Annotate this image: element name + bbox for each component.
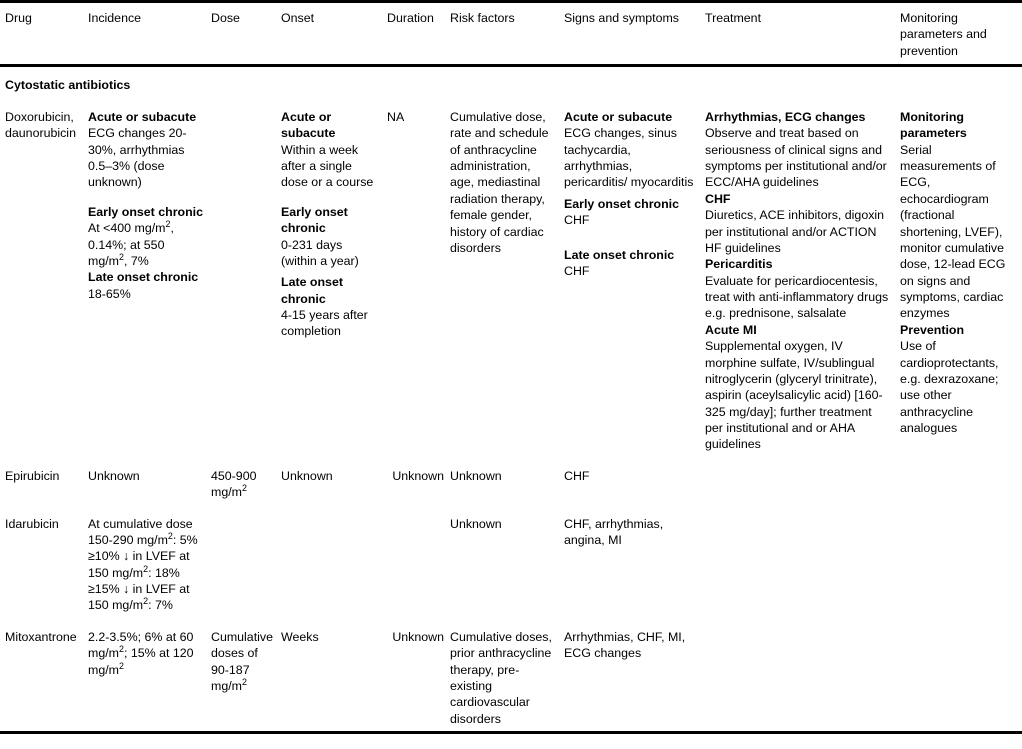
cell-signs-symptoms — [564, 457, 705, 505]
column-header-monitoring-label: Monitoring parameters and prevention — [900, 11, 987, 58]
risk-factors-content: Unknown — [450, 468, 502, 483]
treatment-content — [705, 109, 900, 453]
dose-sup: 2 — [241, 676, 247, 687]
signs-early-body: CHF — [564, 213, 590, 228]
onset-late-title: Late onset chronic — [281, 275, 343, 306]
cell-treatment — [705, 98, 900, 457]
cell-dose — [211, 618, 281, 731]
incidence-sup2: 2 — [118, 660, 124, 671]
cell-duration — [387, 457, 450, 505]
cell-monitoring — [900, 618, 1022, 731]
drug-name: Idarubicin — [5, 516, 59, 531]
risk-factors-content: Cumulative dose, rate and schedule of anthracycline administration, age, mediastinal radiation therapy, female gender, history of cardiac disorders — [450, 109, 549, 255]
onset-content — [281, 109, 387, 340]
onset-content: Weeks — [281, 629, 319, 644]
column-header-onset-label: Onset — [281, 11, 315, 25]
monitoring-params-title: Monitoring parameters — [900, 109, 967, 141]
cell-onset — [281, 505, 387, 618]
treatment-acute-mi-body: Supplemental oxygen, IV morphine sulfate, IV/sublingual nitroglycerin (glyceryl trinitrate), aspirin (aceylsalicylic acid) [160-325 mg/day]; further treatment per institutional and or AHA guidelines — [705, 339, 883, 452]
incidence-acute-title: Acute or subacute — [88, 109, 197, 124]
adverse-effects-table — [0, 3, 1022, 731]
cell-risk-factors — [450, 505, 564, 618]
cell-signs-symptoms — [564, 618, 705, 731]
column-header-risk-factors-label: Risk factors — [450, 11, 515, 25]
onset-acute-title: Acute or subacute — [281, 109, 336, 141]
column-header-dose — [211, 3, 281, 65]
column-header-signs-symptoms — [564, 3, 705, 65]
cell-treatment — [705, 618, 900, 731]
cell-dose — [211, 98, 281, 457]
signs-symptoms-content — [564, 109, 705, 279]
treatment-pericarditis-title: Pericarditis — [705, 257, 773, 272]
monitoring-params-body: Serial measurements of ECG, echocardiogram (fractional shortening, LVEF), monitor cumulative dose, 12-lead ECG on signs and symptoms, cardiac enzymes — [900, 142, 1006, 321]
signs-acute-title: Acute or subacute — [564, 109, 673, 124]
spacer — [88, 191, 203, 204]
treatment-acute-mi-title: Acute MI — [705, 322, 757, 337]
drug-name: Doxorubicin, daunorubicin — [5, 109, 76, 141]
cell-drug — [0, 457, 88, 505]
cell-dose — [211, 457, 281, 505]
duration-content: Unknown — [392, 468, 444, 483]
table-row — [0, 457, 1022, 505]
signs-symptoms-content: Arrhythmias, CHF, MI, ECG changes — [564, 629, 686, 661]
incidence-seg2: : 5% ≥10% ↓ in LVEF at 150 mg/m — [88, 532, 198, 580]
incidence-seg4: : 7% — [148, 598, 173, 613]
incidence-sup2: 2 — [143, 563, 149, 574]
table-row — [0, 505, 1022, 618]
cell-incidence — [88, 98, 211, 457]
cell-drug — [0, 98, 88, 457]
onset-late-body: 4-15 years after completion — [281, 308, 368, 339]
incidence-early-seg2: , 0.14%; at 550 mg/m — [88, 221, 174, 268]
cell-onset — [281, 98, 387, 457]
incidence-early-title: Early onset chronic — [88, 204, 203, 219]
column-header-monitoring — [900, 3, 1022, 65]
cell-treatment — [705, 505, 900, 618]
incidence-seg1: At cumulative dose 150-290 mg/m — [88, 516, 193, 547]
cell-incidence — [88, 618, 211, 731]
duration-content: Unknown — [392, 629, 444, 644]
cell-signs-symptoms — [564, 505, 705, 618]
onset-acute-body: Within a week after a single dose or a course — [281, 142, 374, 190]
column-header-onset — [281, 3, 387, 65]
treatment-pericarditis-body: Evaluate for pericardiocentesis, treat with anti-inflammatory drugs e.g. prednisone, salsalate — [705, 273, 889, 321]
incidence-sup3: 2 — [143, 596, 149, 607]
incidence-content — [88, 109, 211, 302]
column-header-incidence — [88, 3, 211, 65]
column-header-duration — [387, 3, 450, 65]
column-header-incidence-label: Incidence — [88, 11, 142, 25]
column-header-treatment — [705, 3, 900, 65]
incidence-sup1: 2 — [167, 530, 173, 541]
incidence-content — [88, 629, 211, 678]
onset-content: Unknown — [281, 468, 333, 483]
cell-monitoring — [900, 98, 1022, 457]
incidence-late-title: Late onset chronic — [88, 270, 199, 285]
spacer — [564, 229, 697, 242]
treatment-arrhythmias-title: Arrhythmias, ECG changes — [705, 109, 866, 124]
treatment-chf-body: Diuretics, ACE inhibitors, digoxin per institutional and/or ACTION HF guidelines — [705, 208, 885, 255]
column-header-drug-label: Drug — [5, 11, 32, 25]
incidence-seg2: ; 15% at 120 mg/m — [88, 646, 194, 677]
cell-dose — [211, 505, 281, 618]
dose-content — [211, 468, 281, 501]
monitoring-content — [900, 109, 1022, 437]
drug-name: Epirubicin — [5, 468, 60, 483]
cell-incidence — [88, 457, 211, 505]
treatment-arrhythmias-body: Observe and treat based on seriousness of clinical signs and symptoms per institutional and/or ECC/AHA guidelines — [705, 126, 887, 190]
incidence-late-body: 18-65% — [88, 286, 131, 301]
signs-early-title: Early onset chronic — [564, 196, 679, 211]
incidence-content — [88, 516, 211, 614]
incidence-early-seg3: , 7% — [123, 253, 149, 268]
monitoring-prevention-title: Prevention — [900, 322, 965, 337]
incidence-early-sup2: 2 — [118, 251, 124, 262]
table-row — [0, 98, 1022, 457]
signs-late-body: CHF — [564, 263, 590, 278]
cell-risk-factors — [450, 98, 564, 457]
signs-symptoms-content: CHF, arrhythmias, angina, MI — [564, 516, 664, 547]
cell-duration — [387, 98, 450, 457]
cell-monitoring — [900, 457, 1022, 505]
incidence-seg3: : 18% ≥15% ↓ in LVEF at 150 mg/m — [88, 565, 190, 613]
column-header-dose-label: Dose — [211, 11, 240, 25]
incidence-seg1: 2.2-3.5%; 6% at 60 mg/m — [88, 629, 194, 661]
cell-duration — [387, 505, 450, 618]
table-header-row — [0, 3, 1022, 65]
incidence-acute-body: ECG changes 20-30%, arrhythmias 0.5–3% (dose unknown) — [88, 126, 187, 190]
onset-early-title: Early onset chronic — [281, 204, 348, 236]
cell-incidence — [88, 505, 211, 618]
drug-name: Mitoxantrone — [5, 629, 77, 644]
cell-monitoring — [900, 505, 1022, 618]
column-header-duration-label: Duration — [387, 11, 434, 25]
table-row — [0, 618, 1022, 731]
signs-symptoms-content: CHF — [564, 468, 590, 483]
signs-acute-body: ECG changes, sinus tachycardia, arrhythmias, pericarditis/ myocarditis — [564, 126, 694, 190]
duration-content: NA — [387, 109, 405, 124]
column-header-treatment-label: Treatment — [705, 11, 762, 25]
column-header-drug — [0, 3, 88, 65]
table-section-row — [0, 65, 1022, 98]
cell-duration — [387, 618, 450, 731]
onset-early-body: 0-231 days (within a year) — [281, 237, 359, 268]
cell-drug — [0, 618, 88, 731]
spacer — [281, 191, 379, 204]
cell-onset — [281, 618, 387, 731]
cell-drug — [0, 505, 88, 618]
section-heading-label: Cytostatic antibiotics — [5, 77, 131, 92]
dose-value: Cumulative doses of 90-187 mg/m — [211, 629, 273, 693]
dose-sup: 2 — [241, 483, 247, 493]
incidence-early-seg1: At <400 mg/m — [88, 221, 166, 236]
cell-treatment — [705, 457, 900, 505]
dose-value: 450-900 mg/m — [211, 468, 257, 500]
incidence-early-sup1: 2 — [165, 219, 171, 229]
section-heading-cell — [0, 65, 1022, 98]
cell-risk-factors — [450, 618, 564, 731]
incidence-sup1: 2 — [118, 644, 124, 654]
risk-factors-content: Cumulative doses, prior anthracycline therapy, pre-existing cardiovascular disorders — [450, 629, 552, 726]
monitoring-prevention-body: Use of cardioprotectants, e.g. dexrazoxane; use other anthracycline analogues — [900, 339, 999, 435]
incidence-content: Unknown — [88, 468, 140, 483]
dose-content — [211, 629, 281, 695]
risk-factors-content: Unknown — [450, 516, 502, 531]
cell-onset — [281, 457, 387, 505]
cell-risk-factors — [450, 457, 564, 505]
treatment-chf-title: CHF — [705, 191, 731, 206]
cell-signs-symptoms — [564, 98, 705, 457]
column-header-signs-symptoms-label: Signs and symptoms — [564, 11, 680, 25]
signs-late-title: Late onset chronic — [564, 247, 675, 262]
incidence-early-body — [88, 220, 203, 269]
column-header-risk-factors — [450, 3, 564, 65]
